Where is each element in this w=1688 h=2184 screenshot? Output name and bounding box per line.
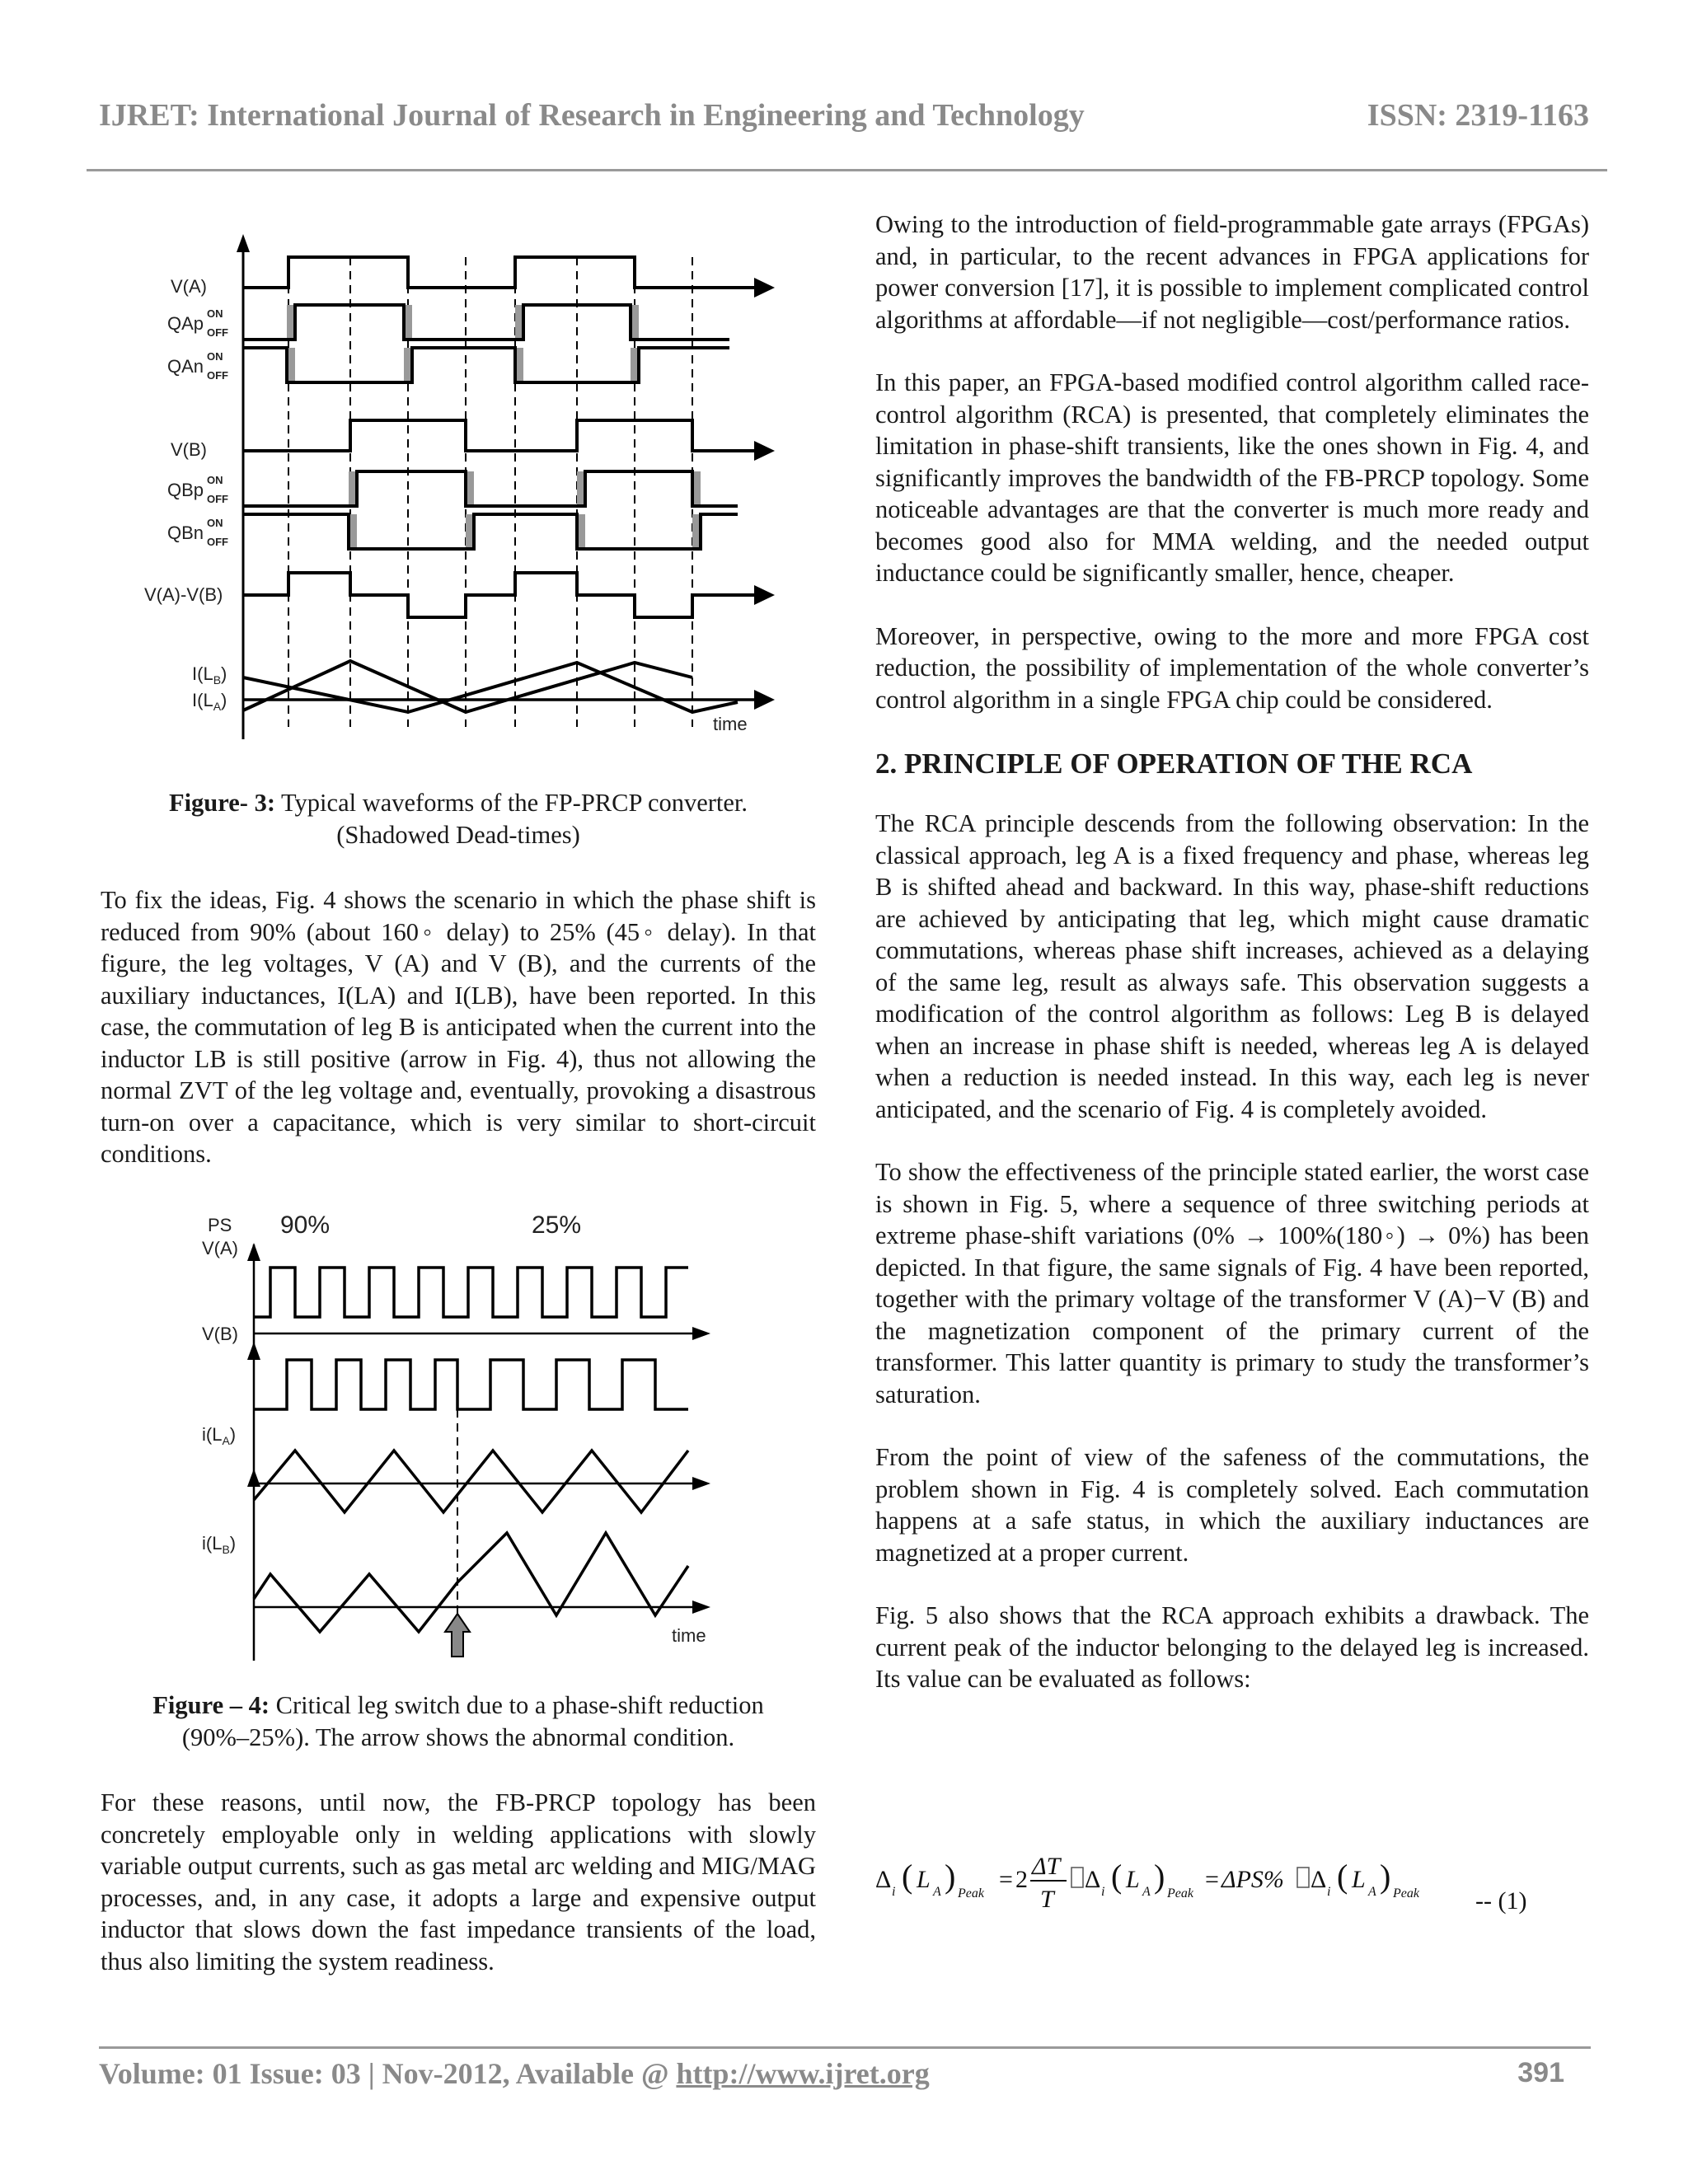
- fig3-label-ila: I(L: [192, 690, 213, 710]
- left-paragraph-1: [101, 884, 816, 1202]
- right-para-5: To show the effectiveness of the principle stated earlier, the worst case is shown in Fig. 5, where a sequence of three switching periods at extreme phase-shift variations (0% → 100%(180◦) → 0%) has been depicted. In that figure, the same signals of Fig. 4 have been reported, together with the primary voltage of the transformer V (A)−V (B) and the magnetization component of the primary current of the transformer. This latter quantity is primary to study the transformer’s saturation.: [875, 1158, 1589, 1408]
- fig4-caption-bold: Figure – 4:: [152, 1691, 270, 1719]
- fig3-label-ila-close: ): [221, 690, 227, 710]
- fig3-qbn-off: OFF: [207, 536, 228, 548]
- issn: ISSN: 2319-1163: [1367, 98, 1589, 133]
- footer-info: [99, 2056, 930, 2091]
- svg-text:I(LB): [192, 663, 227, 687]
- eq-equals-1: =: [999, 1866, 1013, 1893]
- fig3-caption-line2: (Shadowed Dead-times): [336, 821, 580, 849]
- eq-L-2: L: [1126, 1866, 1140, 1893]
- fig3-qan-off: OFF: [207, 369, 228, 382]
- fig3-label-qap: QAp: [167, 313, 204, 334]
- fig3-qbp-off: OFF: [207, 493, 228, 505]
- eq-box-1: [1071, 1868, 1083, 1887]
- fig3-label-vab: V(A)-V(B): [144, 584, 223, 605]
- eq-sub-A-2: A: [1142, 1885, 1151, 1899]
- eq-paren-close-2: ): [1154, 1858, 1165, 1895]
- fig4-label-ps: PS: [208, 1215, 232, 1235]
- fig3-label-vb: V(B): [171, 439, 207, 460]
- eq-dT: ΔT: [1032, 1853, 1061, 1880]
- section-title: 2. PRINCIPLE OF OPERATION OF THE RCA: [875, 748, 1473, 780]
- fig4-caption-line2: (90%–25%). The arrow shows the abnormal condition.: [181, 1723, 735, 1751]
- fig4-label-ilb-sub: B: [222, 1543, 230, 1556]
- right-para-2: In this paper, an FPGA-based modified control algorithm called race-control algorithm (RCA) is presented, that completely eliminates the limitation in phase-shift transients, like the ones shown in Fig. 4, and significantly improves the bandwidth of the FB-PRCP topology. Some noticeable advantages are that the converter is much more ready and becomes good also for MMA welding, and the needed output inductance could be significantly smaller, hence, cheaper.: [875, 368, 1589, 587]
- figure-3: [144, 232, 787, 739]
- left-para-2: For these reasons, until now, the FB-PRCP topology has been concretely employable only in welding applications with slowly variable output currents, such as gas metal arc welding and MIG/MAG processes, and, in any case, it adopts a large and expensive output inductor that slows down the fast impedance transients of the load, thus also limiting the system readiness.: [101, 1788, 816, 1975]
- footer-link[interactable]: http://www.ijret.org: [676, 2057, 930, 2090]
- right-para-1: Owing to the introduction of field-programmable gate arrays (FPGAs) and, in particular, to the recent advances in FPGA applications for power conversion [17], it is possible to implement complicated control algorithms at affordable—if not negligible—cost/performance ratios.: [875, 210, 1589, 334]
- eq-paren-open-1: (: [902, 1858, 913, 1895]
- eq-T: T: [1040, 1886, 1054, 1913]
- eq-paren-open-2: (: [1111, 1858, 1123, 1895]
- eq-sub-i-3: i: [1327, 1885, 1331, 1899]
- fig3-qbn-on: ON: [207, 517, 223, 529]
- fig3-qan-on: ON: [207, 350, 223, 363]
- fig3-label-ilb: I(L: [192, 663, 213, 684]
- fig3-label-va: V(A): [171, 276, 207, 297]
- fig3-label-ilb-close: ): [221, 663, 227, 684]
- eq-delta-1: Δ: [875, 1866, 892, 1893]
- fig4-label-vb: V(B): [202, 1324, 238, 1344]
- page-number: 391: [1517, 2057, 1564, 2088]
- fig4-label-ila-close: ): [229, 1424, 237, 1445]
- eq-sub-i-2: i: [1101, 1885, 1105, 1899]
- fig3-caption-text: Typical waveforms of the FP-PRCP converter.: [274, 789, 748, 817]
- fig4-label-va: V(A): [202, 1238, 238, 1258]
- fig3-label-time: time: [713, 714, 748, 734]
- eq-sub-peak-3: Peak: [1393, 1886, 1419, 1900]
- figure-3-caption: [101, 787, 816, 851]
- fig3-caption-bold: Figure- 3:: [168, 789, 275, 817]
- eq-sub-A-3: A: [1368, 1885, 1376, 1899]
- svg-text:i(LA): [202, 1424, 236, 1447]
- eq-number: -- (1): [1475, 1887, 1527, 1915]
- fig4-label-ila: i(L: [202, 1424, 223, 1445]
- right-para-4: The RCA principle descends from the following observation: In the classical approach, leg A is a fixed frequency and phase, whereas leg B is shifted ahead and backward. In this way, phase-shift reductions are achieved by anticipating that leg, which might cause dramatic commutations, whereas phase shift increases, achieved as a delaying of the same leg, result as always safe. This observation suggests a modification of the control algorithm as follows: Leg B is delayed when an increase in phase shift is needed, whereas leg A is delayed when a reduction is needed instead. In this way, each leg is never anticipated, and the scenario of Fig. 4 is completely avoided.: [875, 809, 1589, 1123]
- fig3-label-ilb-sub: B: [213, 673, 222, 687]
- fig3-label-qan: QAn: [167, 356, 204, 377]
- footer-text: Volume: 01 Issue: 03 | Nov-2012, Available @: [99, 2057, 677, 2090]
- eq-sub-i-1: i: [892, 1885, 896, 1899]
- right-para-6: From the point of view of the safeness of the commutations, the problem shown in Fig. 4 is completely solved. Each commutation happens at a safe status, in which the auxiliary inductances are magnetized at a proper current.: [875, 1443, 1589, 1567]
- svg-text:i(LB): [202, 1533, 236, 1556]
- fig3-label-qbp: QBp: [167, 480, 204, 500]
- fig3-label-qbn: QBn: [167, 523, 204, 543]
- fig4-label-ilb: i(L: [202, 1533, 223, 1554]
- svg-text:I(LA): [192, 690, 227, 713]
- fig4-label-ilb-close: ): [229, 1533, 237, 1554]
- fig3-label-ila-sub: A: [213, 700, 222, 713]
- eq-equals-2: =: [1205, 1866, 1219, 1893]
- fig3-qap-on: ON: [207, 307, 223, 320]
- figure-4-waveforms: [198, 1212, 725, 1665]
- header-rule: [87, 169, 1607, 171]
- figure-3-waveforms: [144, 232, 787, 739]
- journal-title: IJRET: International Journal of Research in Engineering and Technology: [99, 98, 1085, 133]
- fig4-label-ila-sub: A: [222, 1434, 230, 1447]
- left-paragraph-2: [101, 1787, 816, 2008]
- equation-1: [875, 1831, 1601, 1922]
- eq-sub-peak-1: Peak: [958, 1886, 984, 1900]
- fig4-caption-text: Critical leg switch due to a phase-shift reduction: [270, 1691, 764, 1719]
- eq-sub-peak-2: Peak: [1167, 1886, 1193, 1900]
- eq-paren-open-3: (: [1337, 1858, 1348, 1895]
- right-para-3: Moreover, in perspective, owing to the more and more FPGA cost reduction, the possibility of implementation of the whole converter’s control algorithm in a single FPGA chip could be considered.: [875, 621, 1589, 714]
- eq-dPS: ΔPS%: [1221, 1866, 1284, 1893]
- fig4-label-90: 90%: [280, 1212, 331, 1239]
- eq-delta-2: Δ: [1085, 1866, 1101, 1893]
- fig4-label-time: time: [672, 1625, 706, 1646]
- svg-text:QAp: [167, 313, 204, 334]
- eq-L-3: L: [1352, 1866, 1366, 1893]
- eq-L-1: L: [917, 1866, 931, 1893]
- eq-paren-close-3: ): [1380, 1858, 1391, 1895]
- eq-two: 2: [1015, 1866, 1028, 1893]
- fig4-label-25: 25%: [532, 1212, 582, 1239]
- right-para-7: Fig. 5 also shows that the RCA approach exhibits a drawback. The current peak of the inductor belonging to the delayed leg is increased. Its value can be evaluated as follows:: [875, 1601, 1589, 1693]
- eq-delta-3: Δ: [1311, 1866, 1327, 1893]
- figure-4: [198, 1212, 725, 1665]
- eq-sub-A-1: A: [933, 1885, 941, 1899]
- right-column: [875, 209, 1589, 1727]
- footer-rule: [99, 2046, 1591, 2049]
- fig3-qap-off: OFF: [207, 326, 228, 339]
- fig3-qbp-on: ON: [207, 474, 223, 486]
- left-para-1: To fix the ideas, Fig. 4 shows the scenario in which the phase shift is reduced from 90% (about 160◦ delay) to 25% (45◦ delay). In that figure, the leg voltages, V (A) and V (B), and the currents of the auxiliary inductances, I(LA) and I(LB), have been reported. In this case, the commutation of leg B is anticipated when the current into the inductor LB is still positive (arrow in Fig. 4), thus not allowing the normal ZVT of the leg voltage and, eventually, provoking a disastrous turn-on over a capacitance, which is very similar to short-circuit conditions.: [101, 886, 816, 1168]
- figure-4-caption: [101, 1690, 816, 1754]
- eq-box-2: [1297, 1868, 1309, 1887]
- eq-paren-close-1: ): [945, 1858, 956, 1895]
